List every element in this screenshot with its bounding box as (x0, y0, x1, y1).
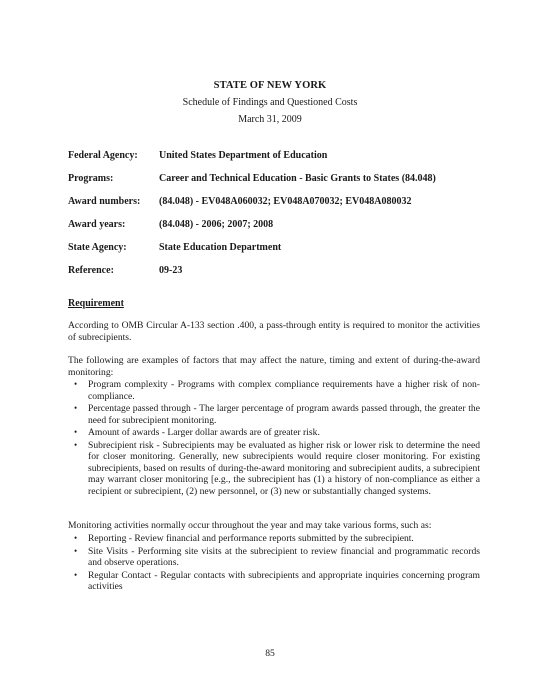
bullet-icon: • (74, 569, 78, 580)
meta-row-award-years (68, 219, 488, 233)
meta-row-state-agency (68, 242, 488, 256)
activities-list (68, 533, 480, 594)
meta-row-reference (68, 265, 488, 279)
list-item (68, 440, 480, 498)
list-item-text: Subrecipient risk - Subrecipients may be evaluated as higher risk or lower risk to determine the need for closer monitoring. Generally, new subrecipients would require closer monitoring. For existing subrecipients, based on results of during-the-award monitoring and subrecipient audits, a subrecipient may warrant closer monitoring [e.g., the subrecipient has (1) a history of non-compliance as either a recipient or subrecipient, (2) new personnel, or (3) new or substantially changed systems. (88, 439, 480, 497)
list-item-text: Amount of awards - Larger dollar awards are of greater risk. (88, 427, 320, 438)
list-item-text: Program complexity - Programs with complex compliance requirements have a higher risk of non-compliance. (88, 379, 480, 402)
meta-label: Programs: (68, 173, 114, 184)
meta-label: Award numbers: (68, 196, 141, 207)
list-item-text: Site Visits - Performing site visits at the subrecipient to review financial and programmatic records and observe operations. (88, 545, 480, 568)
bullet-icon: • (74, 403, 78, 413)
meta-value: 09-23 (159, 265, 183, 276)
factors-list (68, 379, 480, 498)
bullet-icon: • (74, 439, 78, 450)
list-item-text: Reporting - Review financial and performance reports submitted by the subrecipient. (88, 533, 414, 544)
list-item (68, 379, 480, 402)
list-item (68, 570, 480, 593)
bullet-icon: • (74, 545, 78, 556)
meta-row-award-numbers (68, 196, 488, 210)
list-item (68, 533, 480, 545)
meta-value: State Education Department (159, 242, 282, 253)
paragraph-factors-intro: The following are examples of factors that may affect the nature, timing and extent of during-the-award monitoring: (68, 355, 480, 378)
section-heading-requirement: Requirement (68, 298, 124, 309)
meta-value: Career and Technical Education - Basic Grants to States (84.048) (159, 173, 436, 184)
meta-label: Reference: (68, 265, 114, 276)
meta-label: Federal Agency: (68, 150, 138, 161)
list-item-text: Regular Contact - Regular contacts with subrecipients and appropriate inquiries concerning program activities (88, 569, 480, 592)
page-number: 85 (265, 648, 275, 659)
paragraph-omb-requirement: According to OMB Circular A-133 section .400, a pass-through entity is required to monitor the activities of subrecipients. (68, 320, 480, 343)
bullet-icon: • (74, 533, 78, 543)
meta-value: (84.048) - 2006; 2007; 2008 (159, 219, 274, 230)
document-title: STATE OF NEW YORK (213, 80, 327, 91)
bullet-icon: • (74, 427, 78, 437)
bullet-icon: • (74, 379, 78, 389)
document-subtitle: Schedule of Findings and Questioned Costs (182, 97, 358, 108)
meta-value: United States Department of Education (159, 150, 328, 161)
list-item (68, 403, 480, 426)
list-item (68, 427, 480, 439)
meta-value: (84.048) - EV048A060032; EV048A070032; EV048A080032 (159, 196, 412, 207)
meta-label: State Agency: (68, 242, 127, 253)
meta-label: Award years: (68, 219, 126, 230)
meta-row-federal-agency (68, 150, 488, 164)
list-item (68, 546, 480, 569)
meta-row-programs (68, 173, 488, 187)
paragraph-activities-intro: Monitoring activities normally occur throughout the year and may take various forms, such as: (68, 520, 432, 531)
document-date: March 31, 2009 (238, 114, 302, 125)
list-item-text: Percentage passed through - The larger percentage of program awards passed through, the greater the need for subrecipient monitoring. (88, 403, 480, 426)
